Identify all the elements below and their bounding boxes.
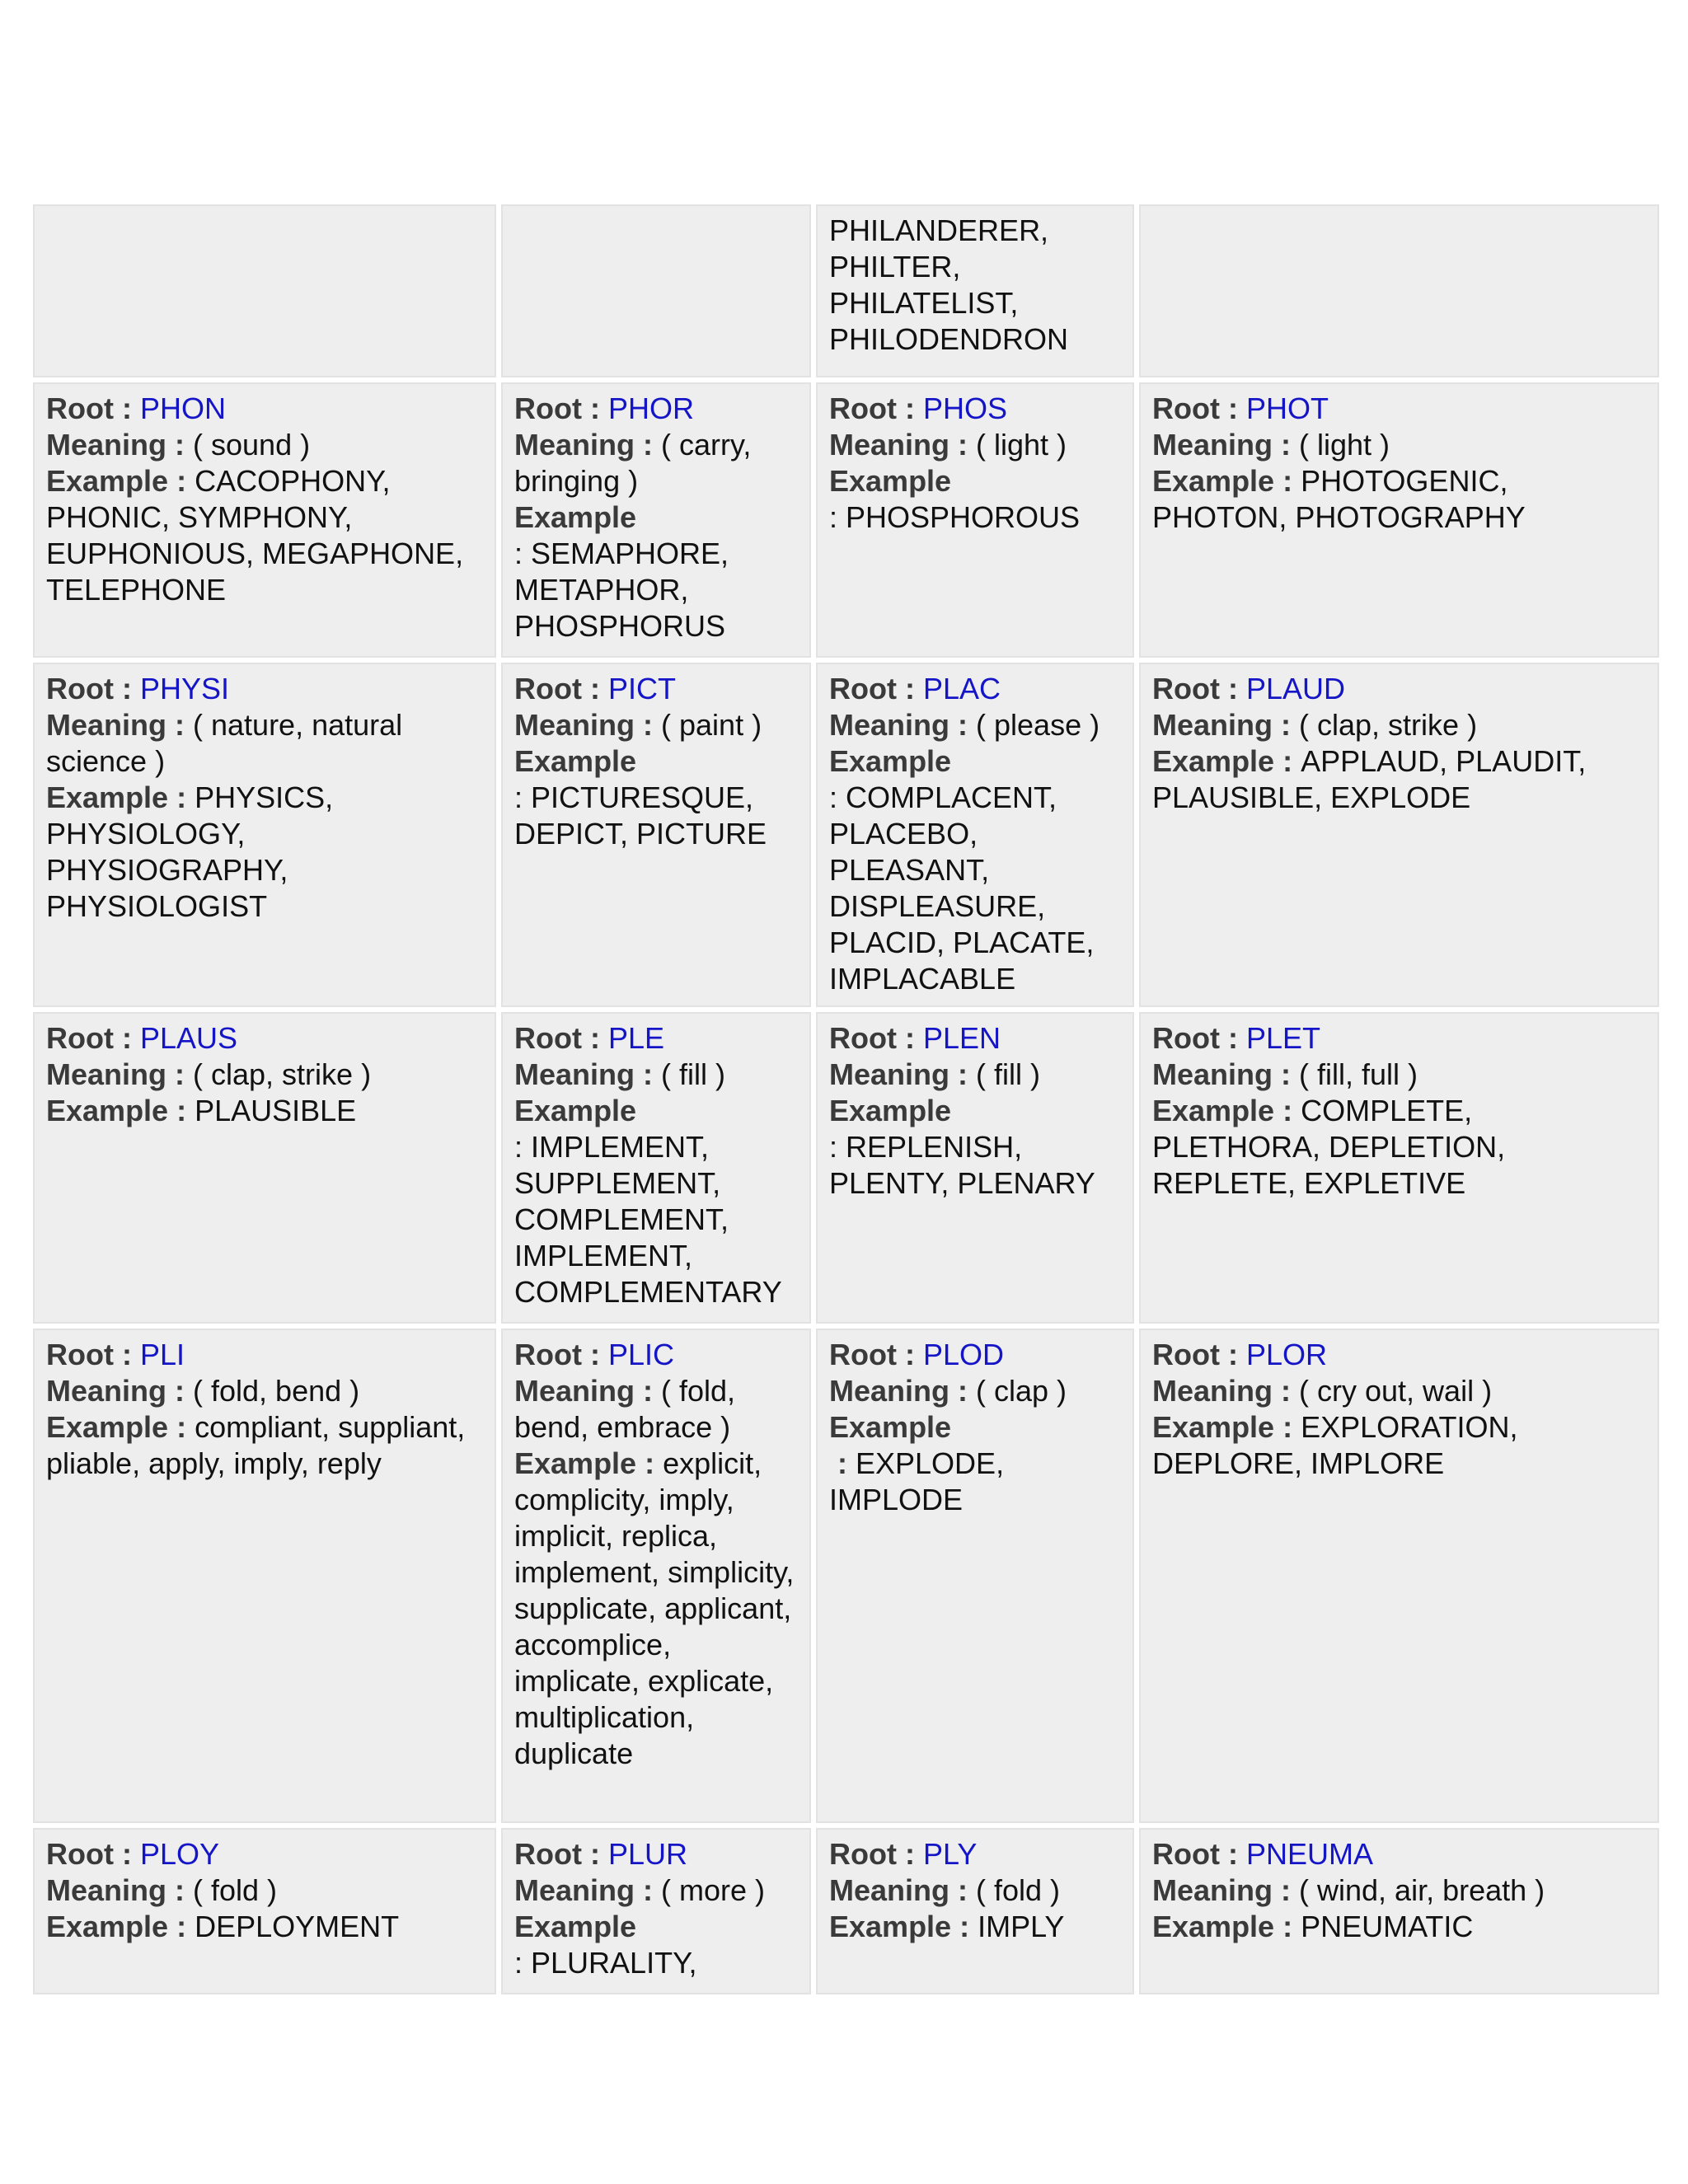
separator: : (896, 1338, 923, 1371)
meaning-value: ( more ) (661, 1873, 766, 1907)
root-label: Root (1152, 1338, 1220, 1371)
root-line (46, 1836, 483, 1872)
meaning-label: Meaning (1152, 428, 1273, 462)
root-cell (1139, 663, 1659, 1007)
root-cell (501, 663, 811, 1007)
meaning-label: Meaning (514, 1057, 635, 1091)
example-value: PHOSPHOROUS (846, 500, 1081, 534)
separator: : (581, 672, 608, 705)
separator: : (166, 428, 194, 462)
example-label: Example (514, 500, 637, 534)
meaning-value: ( wind, air, breath ) (1299, 1873, 1545, 1907)
separator: : (1273, 708, 1300, 742)
example-line (46, 780, 483, 925)
meaning-label: Meaning (46, 428, 167, 462)
meaning-label: Meaning (46, 708, 167, 742)
example-value: compliant, suppliant, pliable, apply, imply, reply (46, 1410, 466, 1480)
example-value: PHYSICS, PHYSIOLOGY, PHYSIOGRAPHY, PHYSIOLOGIST (46, 780, 334, 923)
example-line (514, 1909, 798, 1981)
separator: : (168, 1910, 195, 1943)
root-label: Root (1152, 391, 1220, 425)
root-label: Root (46, 672, 114, 705)
separator: : (1219, 1338, 1246, 1371)
meaning-value: ( fold, bend, embrace ) (514, 1374, 736, 1444)
root-label: Root (514, 672, 582, 705)
example-line (1152, 1409, 1646, 1482)
example-value: PHOTOGENIC, PHOTON, PHOTOGRAPHY (1152, 464, 1526, 534)
meaning-value: ( clap ) (976, 1374, 1067, 1408)
root-cell (1139, 1828, 1659, 1994)
root-cell (33, 663, 496, 1007)
root-value: PLAC (922, 672, 1001, 705)
meaning-label: Meaning (1152, 708, 1273, 742)
meaning-label: Meaning (1152, 1873, 1273, 1907)
meaning-line (46, 1057, 483, 1093)
separator: : (635, 1057, 662, 1091)
root-value: PNEUMA (1245, 1837, 1373, 1871)
example-line (1152, 1093, 1646, 1202)
separator: : (581, 391, 608, 425)
root-value: PLY (922, 1837, 978, 1871)
separator: : (168, 1410, 195, 1444)
example-label: Example (514, 1910, 637, 1943)
example-value: PLAUSIBLE (195, 1094, 357, 1127)
separator: : (514, 1130, 532, 1164)
separator: : (1219, 1021, 1246, 1055)
meaning-line (1152, 427, 1646, 463)
example-label: Example (514, 1446, 637, 1480)
root-line (1152, 1337, 1646, 1373)
root-line (514, 391, 798, 427)
root-cell (1139, 1012, 1659, 1324)
root-cell (816, 1012, 1134, 1324)
separator: : (166, 1374, 194, 1408)
separator: : (829, 1130, 846, 1164)
separator: : (168, 464, 195, 498)
root-cell (501, 1329, 811, 1823)
root-label: Root (829, 1021, 897, 1055)
example-value: COMPLACENT, PLACEBO, PLEASANT, DISPLEASURE, PLACID, PLACATE, IMPLACABLE (829, 780, 1095, 996)
example-label: Example (829, 744, 952, 778)
separator: : (636, 1446, 663, 1480)
separator: : (1273, 1873, 1300, 1907)
meaning-label: Meaning (1152, 1374, 1273, 1408)
root-cell (33, 1828, 496, 1994)
continuation-cell (1139, 204, 1659, 377)
meaning-value: ( fill ) (976, 1057, 1040, 1091)
separator: : (950, 1873, 977, 1907)
example-label: Example (1152, 1094, 1275, 1127)
meaning-line (514, 1057, 798, 1093)
root-value: PICT (607, 672, 676, 705)
example-value: DEPLOYMENT (195, 1910, 400, 1943)
meaning-value: ( fold, bend ) (193, 1374, 360, 1408)
root-line (1152, 1836, 1646, 1872)
root-cell (1139, 1329, 1659, 1823)
separator: : (635, 1873, 662, 1907)
separator: : (514, 780, 532, 814)
separator: : (168, 1094, 195, 1127)
example-label: Example (1152, 464, 1275, 498)
meaning-line (1152, 1373, 1646, 1409)
root-line (829, 1020, 1121, 1057)
example-line (1152, 1909, 1646, 1945)
example-line (46, 1409, 483, 1482)
example-label: Example (829, 1410, 952, 1444)
example-label: Example (46, 1910, 169, 1943)
root-cell (816, 663, 1134, 1007)
root-label: Root (514, 1837, 582, 1871)
word-roots-table (28, 199, 1664, 1999)
root-value: PHOT (1245, 391, 1329, 425)
example-line (829, 1409, 1121, 1518)
root-label: Root (829, 391, 897, 425)
example-line (829, 463, 1121, 536)
root-value: PLOY (139, 1837, 220, 1871)
meaning-label: Meaning (46, 1374, 167, 1408)
separator: : (113, 672, 140, 705)
root-label: Root (514, 391, 582, 425)
meaning-line (1152, 1872, 1646, 1909)
separator: : (1274, 1094, 1301, 1127)
table-row (33, 663, 1659, 1007)
root-cell (1139, 382, 1659, 658)
table-row (33, 1012, 1659, 1324)
separator: : (1219, 1837, 1246, 1871)
example-value: SEMAPHORE, METAPHOR, PHOSPHORUS (514, 537, 729, 643)
meaning-line (1152, 1057, 1646, 1093)
root-line (829, 1836, 1121, 1872)
example-value: IMPLEMENT, SUPPLEMENT, COMPLEMENT, IMPLEMENT, COMPLEMENTARY (514, 1130, 782, 1309)
root-value: PLET (1245, 1021, 1321, 1055)
root-cell (33, 382, 496, 658)
example-value: REPLENISH, PLENTY, PLENARY (829, 1130, 1095, 1200)
root-line (1152, 1020, 1646, 1057)
separator: : (635, 1374, 662, 1408)
separator: : (113, 1338, 140, 1371)
meaning-value: ( fill ) (661, 1057, 725, 1091)
meaning-label: Meaning (829, 1873, 950, 1907)
root-value: PHOR (607, 391, 694, 425)
separator: : (635, 428, 662, 462)
example-value: IMPLY (978, 1910, 1065, 1943)
continuation-cell (816, 204, 1134, 377)
root-label: Root (46, 391, 114, 425)
example-line (829, 1909, 1121, 1945)
root-value: PHOS (922, 391, 1007, 425)
meaning-line (829, 1057, 1121, 1093)
root-line (829, 1337, 1121, 1373)
separator: : (950, 1057, 977, 1091)
separator: : (113, 1837, 140, 1871)
continuation-cell (501, 204, 811, 377)
example-value: APPLAUD, PLAUDIT, PLAUSIBLE, EXPLODE (1152, 744, 1587, 814)
root-label: Root (1152, 1021, 1220, 1055)
root-line (514, 1337, 798, 1373)
root-label: Root (46, 1021, 114, 1055)
separator: : (950, 1374, 977, 1408)
meaning-line (46, 427, 483, 463)
table-row (33, 382, 1659, 658)
root-line (1152, 671, 1646, 707)
separator: : (896, 1837, 923, 1871)
root-value: PLOD (922, 1338, 1005, 1371)
meaning-line (46, 1373, 483, 1409)
meaning-label: Meaning (829, 428, 950, 462)
root-line (46, 671, 483, 707)
root-cell (816, 1828, 1134, 1994)
example-label: Example (514, 1094, 637, 1127)
separator: : (950, 708, 977, 742)
root-cell (501, 1012, 811, 1324)
example-label: Example (46, 1410, 169, 1444)
example-line (514, 1093, 798, 1310)
example-label: Example (1152, 1910, 1275, 1943)
example-label: Example (829, 1910, 952, 1943)
meaning-label: Meaning (514, 1873, 635, 1907)
example-line (514, 743, 798, 852)
root-label: Root (514, 1021, 582, 1055)
root-line (1152, 391, 1646, 427)
root-value: PHON (139, 391, 226, 425)
example-line (1152, 463, 1646, 536)
separator: : (1274, 744, 1301, 778)
example-value: EXPLODE, IMPLODE (829, 1446, 1005, 1516)
separator: : (1273, 1057, 1300, 1091)
root-value: PHYSI (139, 672, 230, 705)
meaning-line (1152, 707, 1646, 743)
separator: : (166, 1057, 194, 1091)
meaning-label: Meaning (829, 1057, 950, 1091)
separator: : (951, 1910, 978, 1943)
meaning-line (514, 427, 798, 499)
root-label: Root (46, 1837, 114, 1871)
separator: : (1274, 464, 1301, 498)
example-value: PICTURESQUE, DEPICT, PICTURE (514, 780, 767, 851)
root-line (514, 1836, 798, 1872)
meaning-line (514, 707, 798, 743)
example-value: PNEUMATIC (1301, 1910, 1474, 1943)
separator: : (1274, 1910, 1301, 1943)
root-value: PLEN (922, 1021, 1001, 1055)
separator: : (1273, 1374, 1300, 1408)
example-label: Example (46, 464, 169, 498)
separator: : (635, 708, 662, 742)
root-label: Root (514, 1338, 582, 1371)
meaning-value: ( fill, full ) (1299, 1057, 1418, 1091)
meaning-label: Meaning (514, 428, 635, 462)
example-line (46, 1093, 483, 1129)
meaning-label: Meaning (514, 1374, 635, 1408)
separator: : (1273, 428, 1300, 462)
root-value: PLE (607, 1021, 665, 1055)
separator: : (1219, 672, 1246, 705)
table-row (33, 1828, 1659, 1994)
separator: : (1274, 1410, 1301, 1444)
example-label: Example (514, 744, 637, 778)
meaning-value: ( nature, natural science ) (46, 708, 403, 778)
root-value: PLAUS (139, 1021, 238, 1055)
meaning-value: ( carry, bringing ) (514, 428, 752, 498)
meaning-label: Meaning (829, 1374, 950, 1408)
example-line (514, 499, 798, 644)
root-label: Root (829, 1338, 897, 1371)
example-label: Example (1152, 1410, 1275, 1444)
root-label: Root (829, 672, 897, 705)
meaning-label: Meaning (46, 1057, 167, 1091)
root-cell (33, 1329, 496, 1823)
separator: : (581, 1338, 608, 1371)
meaning-value: ( cry out, wail ) (1299, 1374, 1493, 1408)
example-label: Example (1152, 744, 1275, 778)
separator: : (113, 1021, 140, 1055)
separator: : (896, 672, 923, 705)
example-label: Example (829, 1094, 952, 1127)
meaning-line (829, 1872, 1121, 1909)
example-value: explicit, complicity, imply, implicit, replica, implement, simplicity, supplicate, applicant, accomplice, implicate, explicate, multiplication, duplicate (514, 1446, 795, 1770)
table-row (33, 204, 1659, 377)
root-label: Root (829, 1837, 897, 1871)
meaning-value: ( light ) (976, 428, 1067, 462)
root-line (46, 1337, 483, 1373)
root-cell (501, 382, 811, 658)
meaning-line (829, 427, 1121, 463)
separator: : (581, 1837, 608, 1871)
root-line (829, 391, 1121, 427)
meaning-value: ( light ) (1299, 428, 1390, 462)
example-label: Example (46, 1094, 169, 1127)
meaning-line (46, 707, 483, 780)
meaning-value: ( paint ) (661, 708, 762, 742)
root-cell (33, 1012, 496, 1324)
separator: : (166, 1873, 194, 1907)
example-value: EXPLORATION, DEPLORE, IMPLORE (1152, 1410, 1518, 1480)
example-value: PLURALITY, (531, 1946, 697, 1980)
meaning-line (829, 707, 1121, 743)
meaning-line (46, 1872, 483, 1909)
example-line (46, 463, 483, 608)
root-value: PLOR (1245, 1338, 1328, 1371)
separator: : (829, 1446, 856, 1480)
meaning-value: ( clap, strike ) (1299, 708, 1478, 742)
meaning-value: ( clap, strike ) (193, 1057, 372, 1091)
separator: : (168, 780, 195, 814)
meaning-label: Meaning (1152, 1057, 1273, 1091)
separator: : (581, 1021, 608, 1055)
separator: : (1219, 391, 1246, 425)
table-row (33, 1329, 1659, 1823)
example-line (829, 1093, 1121, 1202)
meaning-value: ( fold ) (976, 1873, 1061, 1907)
root-value: PLAUD (1245, 672, 1346, 705)
separator: : (829, 780, 846, 814)
meaning-line (829, 1373, 1121, 1409)
example-label: Example (829, 464, 952, 498)
example-value: CACOPHONY, PHONIC, SYMPHONY, EUPHONIOUS, MEGAPHONE, TELEPHONE (46, 464, 464, 607)
separator: : (514, 537, 532, 570)
meaning-value: ( fold ) (193, 1873, 278, 1907)
meaning-value: ( please ) (976, 708, 1100, 742)
separator: : (514, 1946, 532, 1980)
example-value: COMPLETE, PLETHORA, DEPLETION, REPLETE, EXPLETIVE (1152, 1094, 1506, 1200)
separator: : (166, 708, 194, 742)
separator: : (896, 1021, 923, 1055)
meaning-label: Meaning (514, 708, 635, 742)
root-value: PLIC (607, 1338, 675, 1371)
root-value: PLI (139, 1338, 185, 1371)
example-line (829, 743, 1121, 997)
meaning-line (514, 1373, 798, 1446)
root-value: PLUR (607, 1837, 687, 1871)
continuation-cell (33, 204, 496, 377)
root-label: Root (1152, 672, 1220, 705)
root-line (829, 671, 1121, 707)
root-label: Root (46, 1338, 114, 1371)
meaning-label: Meaning (46, 1873, 167, 1907)
example-label: Example (46, 780, 169, 814)
root-cell (501, 1828, 811, 1994)
meaning-value: ( sound ) (193, 428, 311, 462)
root-line (46, 391, 483, 427)
continuation-text: PHILANDERER, PHILTER, PHILATELIST, PHILODENDRON (829, 213, 1069, 356)
separator: : (829, 500, 846, 534)
meaning-label: Meaning (829, 708, 950, 742)
separator: : (896, 391, 923, 425)
root-line (514, 1020, 798, 1057)
root-cell (816, 1329, 1134, 1823)
example-line (514, 1446, 798, 1772)
separator: : (950, 428, 977, 462)
root-cell (816, 382, 1134, 658)
separator: : (113, 391, 140, 425)
example-line (1152, 743, 1646, 816)
root-line (46, 1020, 483, 1057)
root-label: Root (1152, 1837, 1220, 1871)
root-line (514, 671, 798, 707)
example-line (46, 1909, 483, 1945)
meaning-line (514, 1872, 798, 1909)
